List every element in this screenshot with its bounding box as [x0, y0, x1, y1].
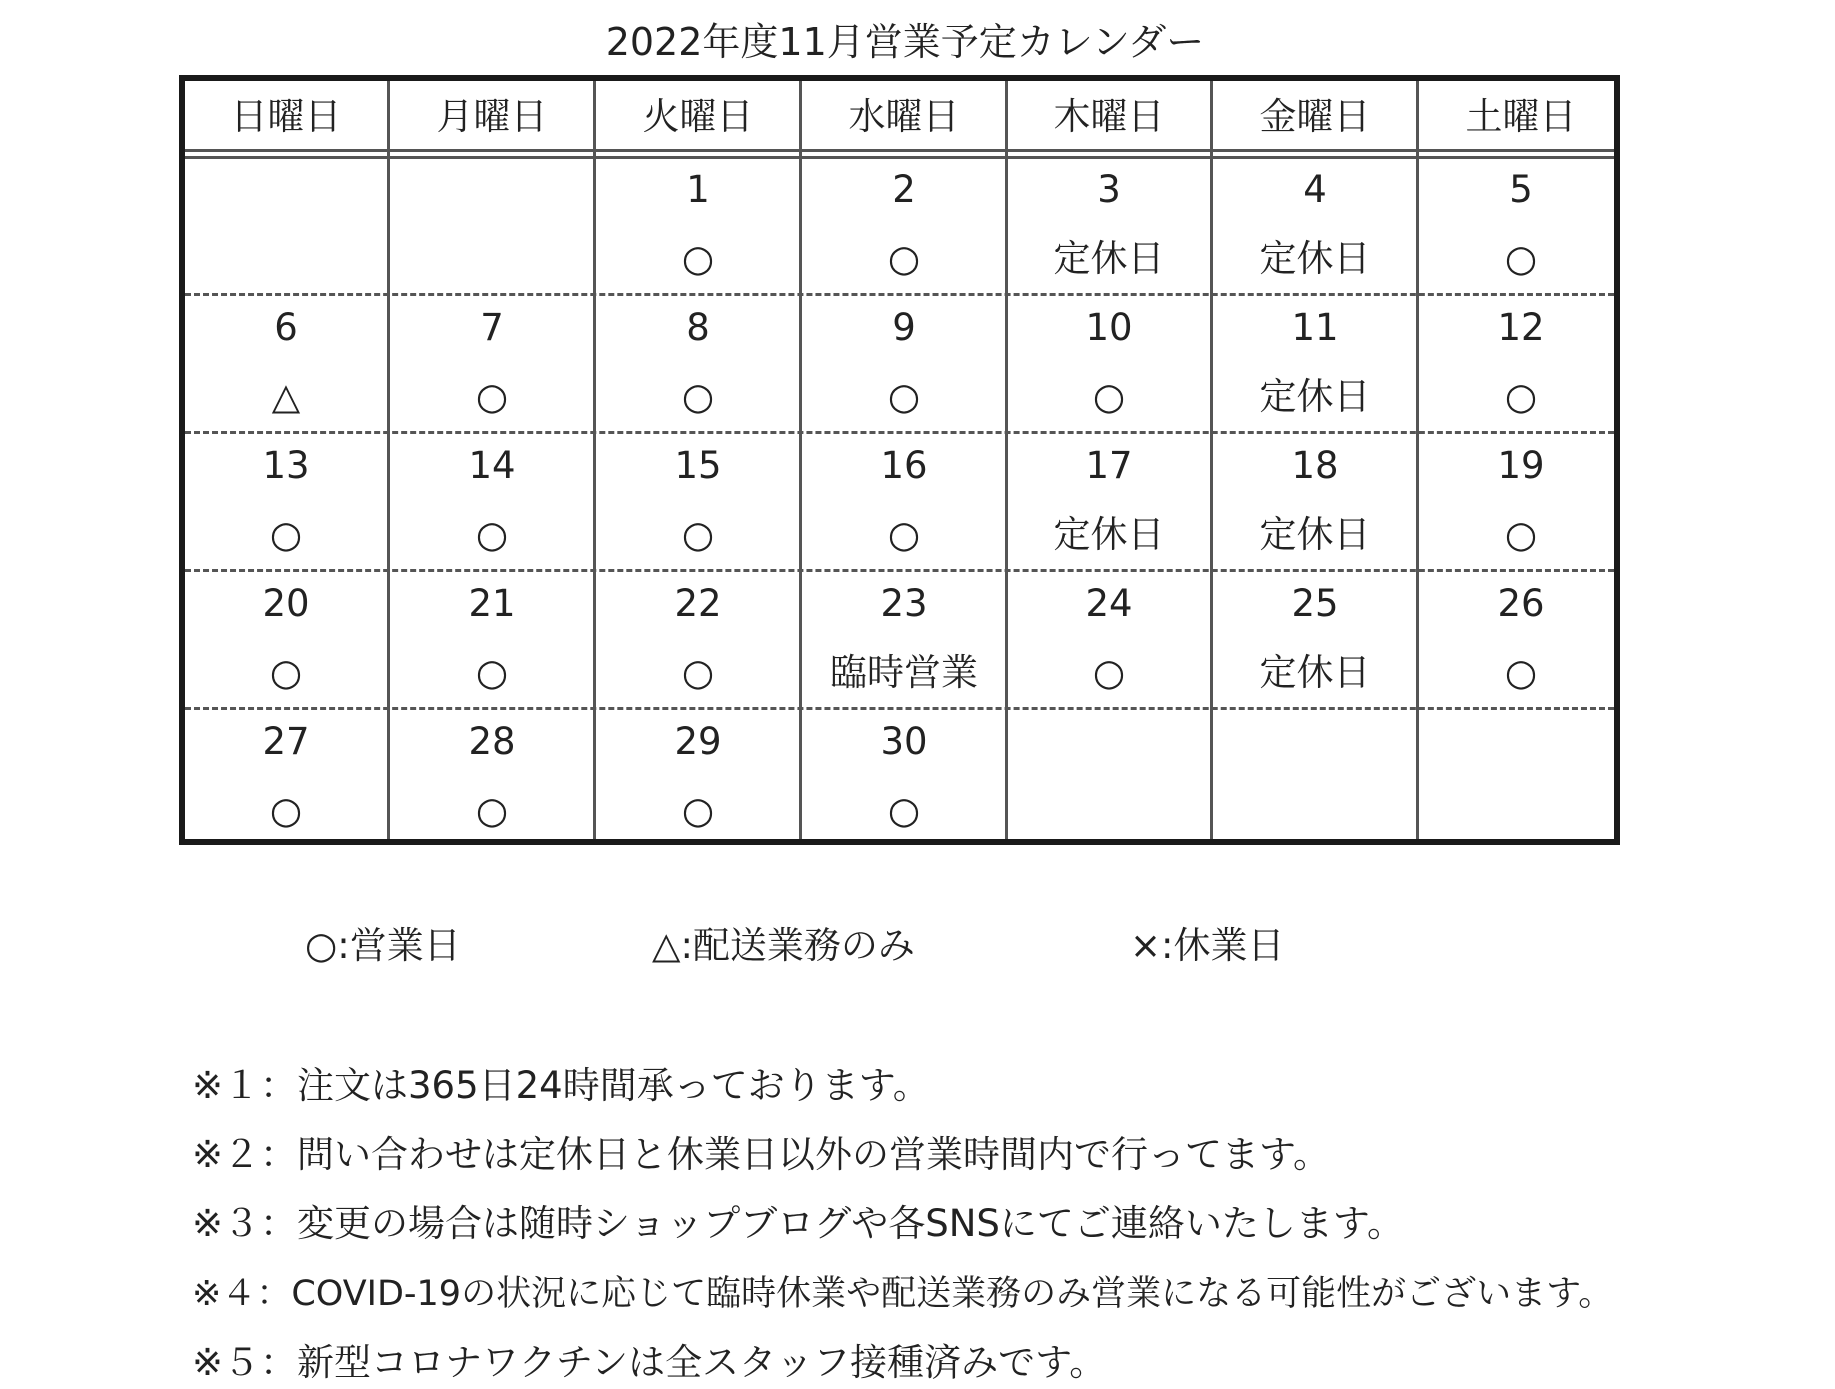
day-status: ○	[1092, 375, 1126, 418]
day-number: 13	[262, 444, 310, 487]
day-status: ○	[681, 651, 715, 694]
day-number: 12	[1497, 306, 1545, 349]
day-status: ○	[475, 651, 509, 694]
day-number: 14	[468, 444, 516, 487]
note-5: ※５：新型コロナワクチンは全スタッフ接種済みです。	[192, 1341, 1107, 1384]
day-number: 11	[1291, 306, 1339, 349]
day-status: ○	[269, 651, 303, 694]
calendar-title: 2022年度11月営業予定カレンダー	[605, 20, 1205, 64]
header-divider	[185, 149, 1614, 152]
calendar-grid	[179, 75, 1620, 845]
day-number: 24	[1085, 582, 1133, 625]
day-status: ○	[475, 513, 509, 556]
day-status: ○	[681, 513, 715, 556]
day-number: 9	[892, 306, 916, 349]
day-number: 21	[468, 582, 516, 625]
day-number: 3	[1097, 168, 1121, 211]
legend-closed-day: ×:休業日	[1130, 924, 1285, 967]
week-divider	[185, 293, 1614, 296]
day-number: 1	[686, 168, 710, 211]
day-status: 定休日	[1259, 513, 1371, 556]
day-number: 6	[274, 306, 298, 349]
day-status: ○	[887, 513, 921, 556]
day-number: 18	[1291, 444, 1339, 487]
day-status: ○	[1504, 237, 1538, 280]
day-status: 定休日	[1259, 651, 1371, 694]
day-status: ○	[269, 513, 303, 556]
week-divider	[185, 707, 1614, 710]
day-status: △	[271, 375, 301, 418]
day-status: ○	[1504, 651, 1538, 694]
note-2: ※２：問い合わせは定休日と休業日以外の営業時間内で行ってます。	[192, 1133, 1331, 1176]
weekday-header-sat: 土曜日	[1465, 95, 1577, 138]
day-number: 22	[674, 582, 722, 625]
day-status: ○	[681, 237, 715, 280]
header-divider	[185, 156, 1614, 159]
day-number: 19	[1497, 444, 1545, 487]
day-number: 10	[1085, 306, 1133, 349]
week-divider	[185, 569, 1614, 572]
day-status: ○	[269, 789, 303, 832]
note-3: ※３：変更の場合は随時ショップブログや各SNSにてご連絡いたします。	[192, 1202, 1404, 1245]
day-number: 2	[892, 168, 916, 211]
day-status: ○	[1092, 651, 1126, 694]
day-number: 30	[880, 720, 928, 763]
day-status: ○	[681, 789, 715, 832]
day-status: ○	[887, 789, 921, 832]
day-status: ○	[475, 375, 509, 418]
day-number: 5	[1509, 168, 1533, 211]
day-number: 27	[262, 720, 310, 763]
day-number: 4	[1303, 168, 1327, 211]
day-status: 定休日	[1053, 237, 1165, 280]
legend-delivery-only: △:配送業務のみ	[652, 924, 915, 967]
day-status: ○	[681, 375, 715, 418]
day-number: 15	[674, 444, 722, 487]
day-status: ○	[475, 789, 509, 832]
day-status: ○	[1504, 513, 1538, 556]
weekday-header-fri: 金曜日	[1259, 95, 1371, 138]
weekday-header-wed: 水曜日	[848, 95, 960, 138]
day-status: 定休日	[1053, 513, 1165, 556]
day-number: 23	[880, 582, 928, 625]
day-number: 25	[1291, 582, 1339, 625]
week-divider	[185, 431, 1614, 434]
day-status: ○	[887, 237, 921, 280]
day-number: 8	[686, 306, 710, 349]
note-4: ※４：COVID-19の状況に応じて臨時休業や配送業務のみ営業になる可能性がございます。	[192, 1274, 1614, 1314]
day-status: ○	[887, 375, 921, 418]
day-status: ○	[1504, 375, 1538, 418]
legend-open-day: ○:営業日	[305, 924, 461, 967]
day-number: 29	[674, 720, 722, 763]
weekday-header-mon: 月曜日	[436, 95, 548, 138]
note-1: ※１：注文は365日24時間承っております。	[192, 1064, 930, 1107]
weekday-header-tue: 火曜日	[642, 95, 754, 138]
day-number: 16	[880, 444, 928, 487]
day-number: 7	[480, 306, 504, 349]
day-number: 20	[262, 582, 310, 625]
day-number: 28	[468, 720, 516, 763]
day-status: 定休日	[1259, 375, 1371, 418]
weekday-header-thu: 木曜日	[1053, 95, 1165, 138]
day-number: 17	[1085, 444, 1133, 487]
weekday-header-sun: 日曜日	[230, 95, 342, 138]
day-number: 26	[1497, 582, 1545, 625]
day-status: 臨時営業	[830, 651, 978, 694]
day-status: 定休日	[1259, 237, 1371, 280]
